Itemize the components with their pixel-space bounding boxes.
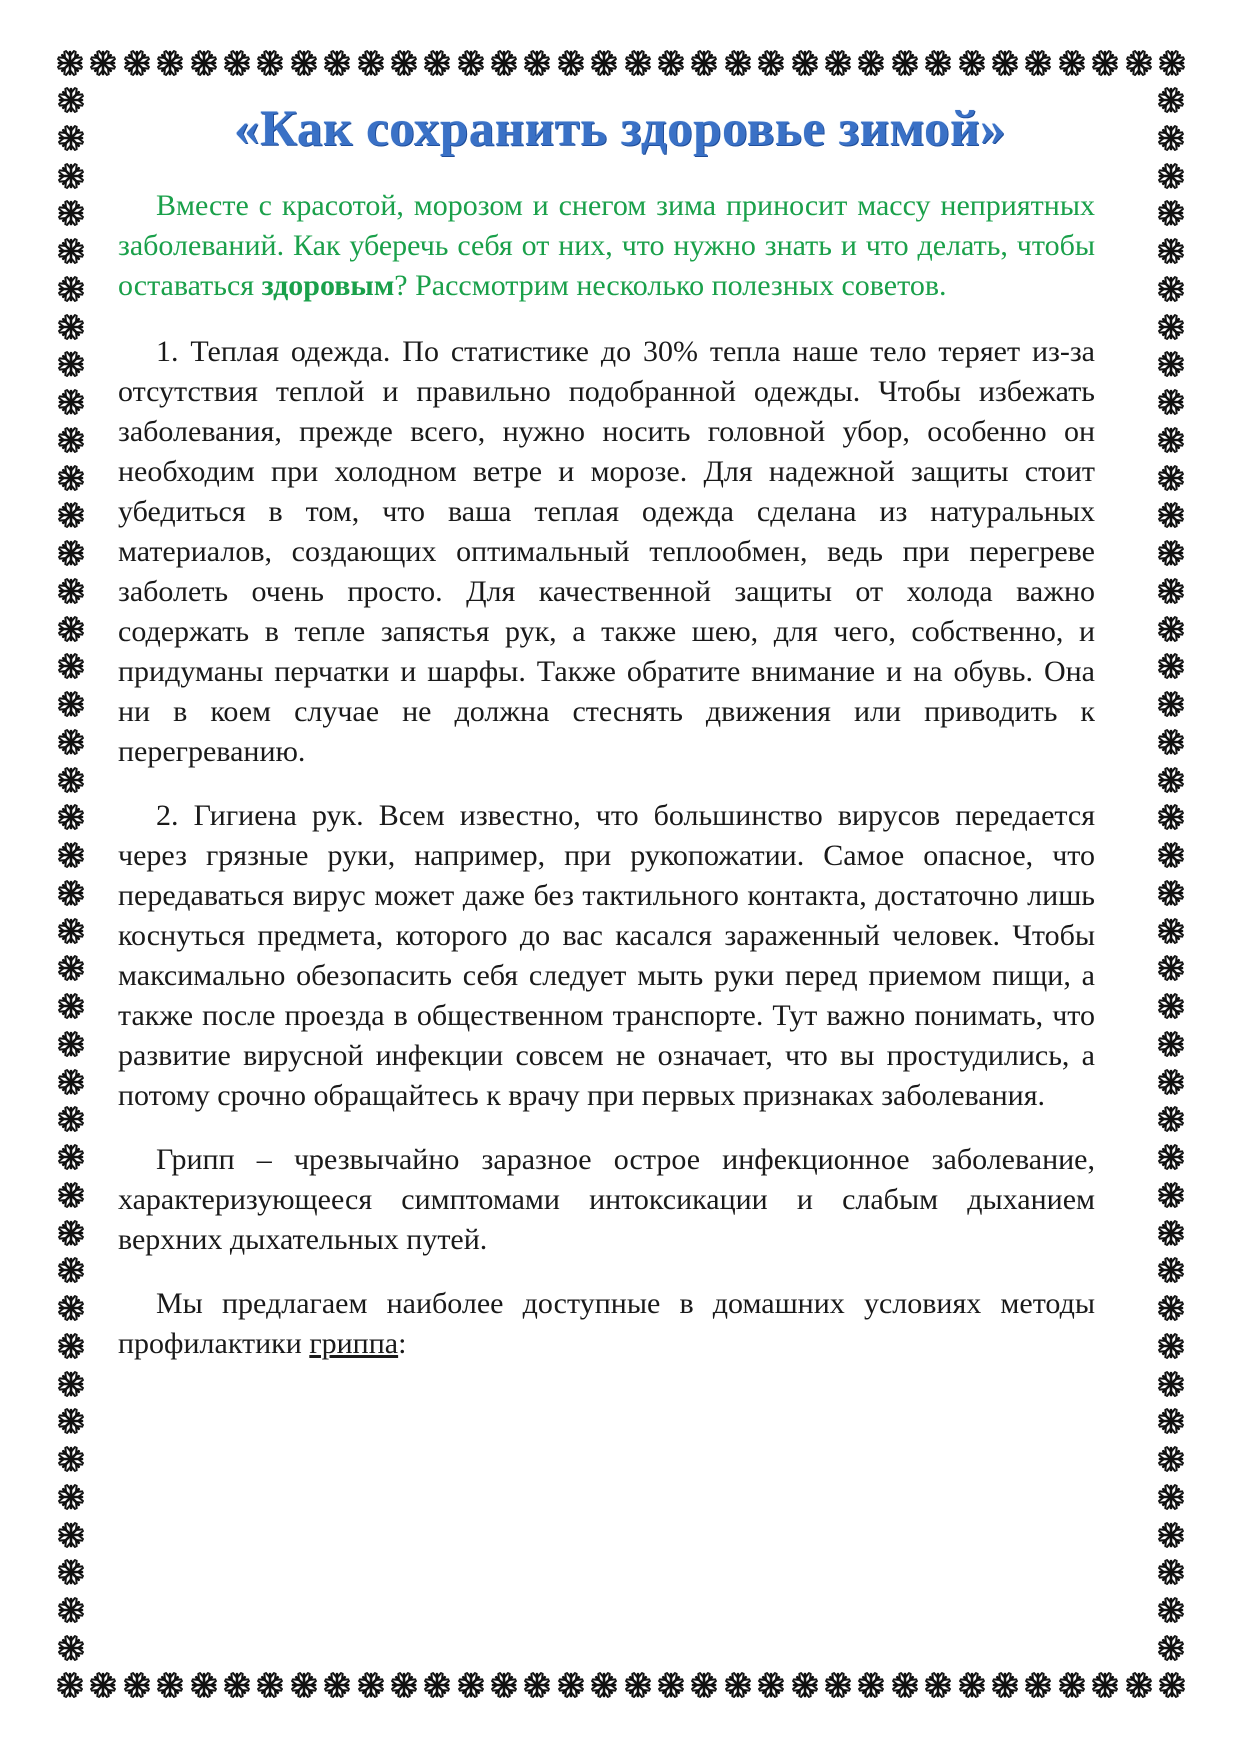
snowflake-icon [57,1483,85,1511]
snowflake-icon [89,49,117,77]
snowflake-icon [857,49,885,77]
snowflake-icon [1157,1068,1185,1096]
snowflake-icon [57,1332,85,1360]
snowflake-icon [1157,1294,1185,1322]
snowflake-icon [57,1181,85,1209]
snowflake-icon [1157,766,1185,794]
snowflake-icon [624,49,652,77]
snowflake-icon [1157,1634,1185,1662]
page-title: «Как сохранить здоровье зимой» [234,101,1006,157]
snowflake-icon [457,49,485,77]
snowflake-icon [857,1671,885,1699]
snowflake-icon [1157,1558,1185,1586]
snowflake-icon [1157,501,1185,529]
snowflake-icon [156,49,184,77]
snowflake-icon [523,1671,551,1699]
snowflake-icon [1157,426,1185,454]
snowflake-icon [1157,1030,1185,1058]
snowflake-icon [423,49,451,77]
snowflake-icon [991,1671,1019,1699]
snowflake-icon [57,728,85,756]
snowflake-icon [1157,350,1185,378]
snowflake-icon [57,1521,85,1549]
snowflake-icon [123,49,151,77]
snowflake-icon [1091,1671,1119,1699]
snowflake-icon [57,690,85,718]
snowflake-icon [1157,841,1185,869]
snowflake-icon [824,1671,852,1699]
snowflake-icon [1058,49,1086,77]
snowflake-icon [57,1068,85,1096]
intro-text: Вместе с красотой, морозом и снегом зима приносит массу неприятных заболеваний. Как уберечь себя от них, что нужно знать и что делать, чтобы оставаться [118,189,1095,302]
tip-warm-clothing: 1. Теплая одежда. По статистике до 30% тепла наше тело теряет из-за отсутствия теплой и правильно подобранной одежды. Чтобы избежать заболевания, прежде всего, нужно носить головной убор, особенно он необходим при холодном ветре и морозе. Для надежной защиты стоит убедиться в том, что ваша теплая одежда сделана из натуральных материалов, создающих оптимальный теплообмен, ведь при перегреве заболеть очень просто. Для качественной защиты от холода важно содержать в тепле запястья рук, а также шею, для чего, собственно, и придуманы перчатки и шарфы. Также обратите внимание и на обувь. Она ни в коем случае не должна стеснять движения или приводить к перегреванию. [118,335,1095,768]
border-right [1156,86,1186,1662]
snowflake-icon [390,1671,418,1699]
snowflake-icon [323,49,351,77]
snowflake-icon [223,1671,251,1699]
snowflake-icon [57,199,85,227]
snowflake-icon [757,49,785,77]
snowflake-icon [57,766,85,794]
border-bottom [56,1670,1186,1700]
snowflake-icon [1157,803,1185,831]
snowflake-icon [57,275,85,303]
snowflake-icon [57,1558,85,1586]
snowflake-icon [290,1671,318,1699]
snowflake-icon [57,162,85,190]
snowflake-icon [1157,86,1185,114]
snowflake-icon [357,49,385,77]
snowflake-icon [1157,464,1185,492]
snowflake-icon [357,1671,385,1699]
snowflake-icon [724,1671,752,1699]
snowflake-icon [1157,388,1185,416]
snowflake-icon [57,539,85,567]
snowflake-icon [57,313,85,341]
snowflake-icon [1157,954,1185,982]
snowflake-icon [557,49,585,77]
snowflake-icon [891,49,919,77]
prevention-intro [118,1284,1095,1364]
snowflake-icon [57,954,85,982]
prevention-text: Мы предлагаем наиболее доступные в домашних условиях методы профилактики [118,1287,1095,1360]
snowflake-icon [56,49,84,77]
snowflake-icon [1157,690,1185,718]
snowflake-icon [57,841,85,869]
snowflake-icon [57,992,85,1020]
document-body [118,186,1095,1388]
snowflake-icon [423,1671,451,1699]
snowflake-icon [1157,1370,1185,1398]
snowflake-icon [57,1143,85,1171]
snowflake-icon [390,49,418,77]
snowflake-icon [57,1030,85,1058]
snowflake-icon [690,1671,718,1699]
tip-hand-hygiene: 2. Гигиена рук. Всем известно, что большинство вирусов передается через грязные руки, например, при рукопожатии. Самое опасное, что передаваться вирус может даже без тактильного контакта, достаточно лишь коснуться предмета, которого до вас касался зараженный человек. Чтобы максимально обезопасить себя следует мыть руки перед приемом пищи, а также после проезда в общественном транспорте. Тут важно понимать, что развитие вирусной инфекции совсем не означает, что вы простудились, а потому срочно обращайтесь к врачу при первых признаках заболевания. [118,799,1095,1112]
snowflake-icon [1125,1671,1153,1699]
snowflake-icon [791,1671,819,1699]
snowflake-icon [1157,1445,1185,1473]
snowflake-icon [190,1671,218,1699]
snowflake-icon [657,49,685,77]
snowflake-icon [1157,615,1185,643]
snowflake-icon [323,1671,351,1699]
snowflake-icon [57,464,85,492]
snowflake-icon [57,1256,85,1284]
snowflake-icon [1157,1256,1185,1284]
snowflake-icon [57,501,85,529]
snowflake-icon [57,917,85,945]
snowflake-icon [1157,1219,1185,1247]
snowflake-icon [958,49,986,77]
snowflake-icon [57,426,85,454]
snowflake-icon [1058,1671,1086,1699]
snowflake-icon [223,49,251,77]
snowflake-icon [1157,1181,1185,1209]
snowflake-icon [1091,49,1119,77]
snowflake-icon [1157,577,1185,605]
snowflake-icon [1157,1521,1185,1549]
snowflake-icon [1024,1671,1052,1699]
snowflake-icon [290,49,318,77]
snowflake-icon [57,652,85,680]
snowflake-icon [1157,313,1185,341]
snowflake-icon [924,49,952,77]
snowflake-icon [1157,199,1185,227]
snowflake-icon [57,350,85,378]
snowflake-icon [590,49,618,77]
snowflake-icon [1157,124,1185,152]
snowflake-icon [1157,1483,1185,1511]
snowflake-icon [1157,728,1185,756]
snowflake-icon [57,1105,85,1133]
snowflake-icon [89,1671,117,1699]
snowflake-icon [1157,1407,1185,1435]
flu-definition: Грипп – чрезвычайно заразное острое инфекционное заболевание, характеризующееся симптомами интоксикации и слабым дыханием верхних дыхательных путей. [118,1143,1095,1256]
snowflake-icon [57,879,85,907]
snowflake-icon [991,49,1019,77]
snowflake-icon [1125,49,1153,77]
snowflake-icon [57,1370,85,1398]
snowflake-icon [924,1671,952,1699]
snowflake-icon [891,1671,919,1699]
border-left [56,86,86,1662]
snowflake-icon [57,577,85,605]
border-top [56,48,1186,78]
snowflake-icon [57,388,85,416]
snowflake-icon [57,1596,85,1624]
snowflake-icon [57,615,85,643]
intro-bold: здоровым [261,269,395,302]
snowflake-icon [1157,539,1185,567]
snowflake-icon [657,1671,685,1699]
flu-link[interactable]: гриппа [309,1327,399,1360]
snowflake-icon [256,49,284,77]
intro-text-end: ? Рассмотрим несколько полезных советов. [394,269,947,302]
snowflake-icon [256,1671,284,1699]
snowflake-icon [490,1671,518,1699]
snowflake-icon [57,1634,85,1662]
prevention-colon: : [398,1327,407,1360]
snowflake-icon [1157,1596,1185,1624]
snowflake-icon [624,1671,652,1699]
snowflake-icon [57,1445,85,1473]
snowflake-icon [490,49,518,77]
snowflake-icon [1157,162,1185,190]
snowflake-icon [1024,49,1052,77]
snowflake-icon [523,49,551,77]
snowflake-icon [590,1671,618,1699]
snowflake-icon [57,1219,85,1247]
snowflake-icon [1157,992,1185,1020]
snowflake-icon [156,1671,184,1699]
snowflake-icon [57,237,85,265]
snowflake-icon [457,1671,485,1699]
snowflake-icon [1157,237,1185,265]
snowflake-icon [190,49,218,77]
snowflake-icon [757,1671,785,1699]
snowflake-icon [958,1671,986,1699]
snowflake-icon [57,124,85,152]
snowflake-icon [791,49,819,77]
snowflake-icon [690,49,718,77]
snowflake-icon [824,49,852,77]
snowflake-icon [1157,879,1185,907]
snowflake-icon [724,49,752,77]
snowflake-icon [1157,275,1185,303]
snowflake-icon [1157,1105,1185,1133]
snowflake-icon [57,803,85,831]
intro-paragraph [118,186,1095,306]
snowflake-icon [123,1671,151,1699]
snowflake-icon [57,86,85,114]
snowflake-icon [1157,652,1185,680]
snowflake-icon [557,1671,585,1699]
snowflake-icon [1157,1332,1185,1360]
snowflake-icon [57,1294,85,1322]
snowflake-icon [1158,49,1186,77]
snowflake-icon [57,1407,85,1435]
snowflake-icon [1157,1143,1185,1171]
snowflake-icon [1157,917,1185,945]
snowflake-icon [1158,1671,1186,1699]
snowflake-icon [56,1671,84,1699]
